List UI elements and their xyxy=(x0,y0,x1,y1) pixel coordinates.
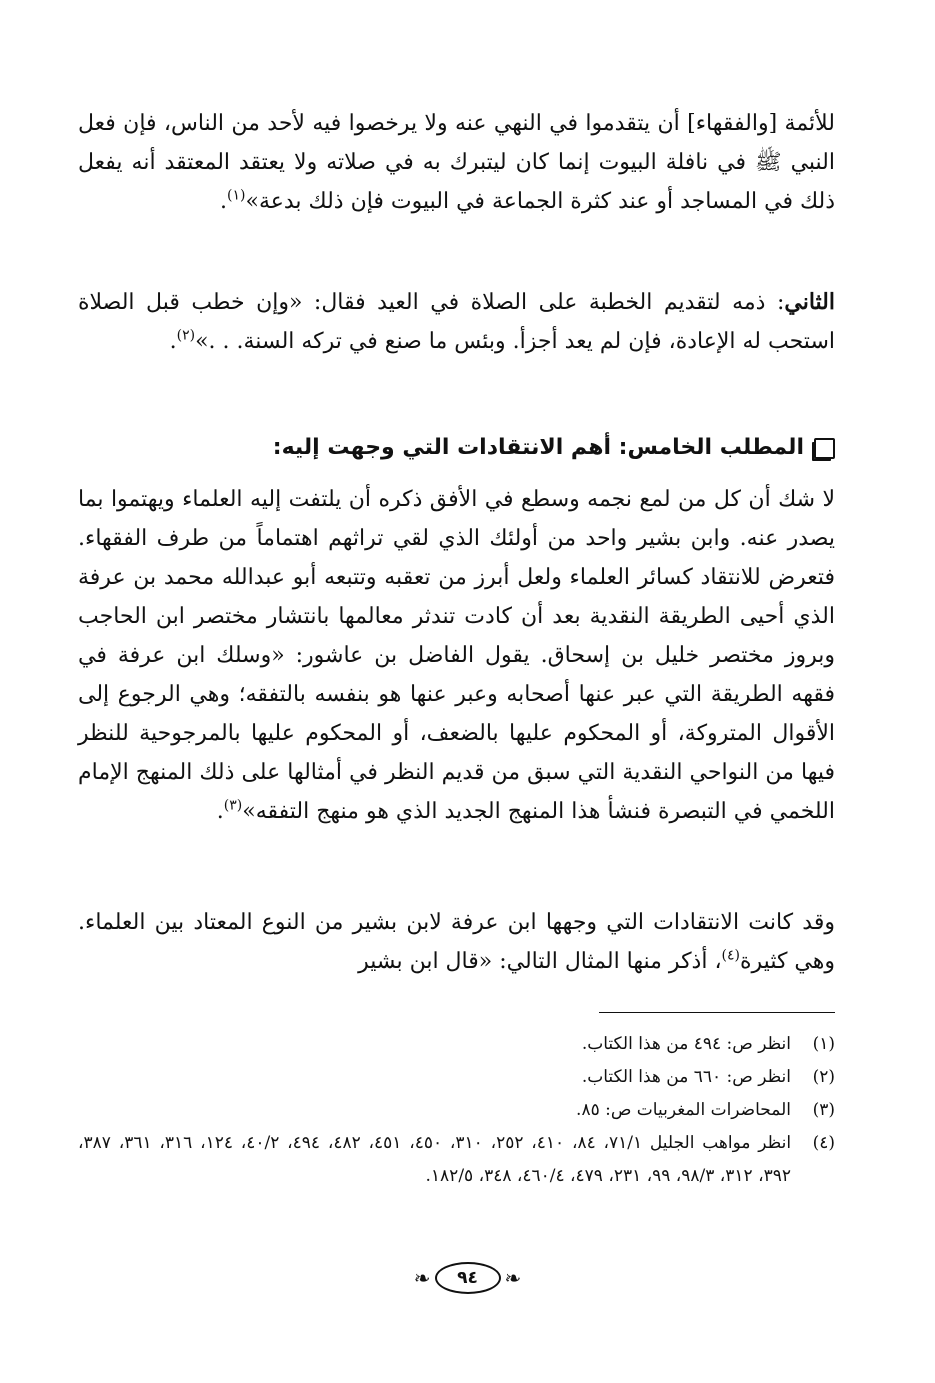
ornament-right-icon: ❧ xyxy=(504,1266,522,1290)
paragraph-1-text: للأئمة [والفقهاء] أن يتقدموا في النهي عنه ولا يرخصوا فيه لأحد من الناس، فإن فعل النبي ﷺ في نافلة البيوت إنما كان ليتبرك به في صلاته ولا يعتقد المعتقد أنه يفعل ذلك في المساجد أو عند كثرة الجماعة في البيوت فإن ذلك بدعة» xyxy=(78,111,835,214)
footnote-ref-4[interactable]: (٤) xyxy=(721,947,741,964)
footnote-number: (٤) xyxy=(812,1133,835,1153)
footnote-text: انظر ص: ٦٦٠ من هذا الكتاب. xyxy=(581,1067,791,1087)
footnote-item xyxy=(78,1028,835,1061)
paragraph-1 xyxy=(78,104,835,221)
footnote-divider xyxy=(599,1012,835,1013)
paragraph-4-text-before: وقد كانت الانتقادات التي وجهها ابن عرفة لابن بشير من النوع المعتاد بين العلماء. وهي كثيرة xyxy=(78,910,835,974)
footnote-text: انظر مواهب الجليل ٧١/١، ٨٤، ٤١٠، ٢٥٢، ٣١٠، ٤٥٠، ٤٥١، ٤٨٢، ٤٩٤، ٤٠/٢، ١٢٤، ٣١٦، ٣٦١، ٣٨٧، ٣٩٢، ٣١٢، ٩٨/٣، ٩٩، ٢٣١، ٤٧٩، ٤٦٠/٤، ٣٤٨، ١٨٢/٥. xyxy=(78,1133,792,1186)
footnote-ref-1[interactable]: (١) xyxy=(227,187,246,204)
paragraph-4-text-after: ، أذكر منها المثال التالي: «قال ابن بشير xyxy=(358,949,722,974)
paragraph-2 xyxy=(78,283,835,361)
paragraph-3 xyxy=(78,480,835,831)
paragraph-2-lead: الثاني xyxy=(784,289,835,315)
paragraph-4 xyxy=(78,903,835,981)
section-heading xyxy=(78,430,835,466)
footnote-number: (١) xyxy=(812,1034,835,1054)
paragraph-3-end: . xyxy=(216,799,224,824)
footnote-item xyxy=(78,1061,835,1094)
footnote-text: انظر ص: ٤٩٤ من هذا الكتاب. xyxy=(581,1034,791,1054)
footnote-number: (٢) xyxy=(812,1067,835,1087)
footnote-item xyxy=(78,1094,835,1127)
square-bullet-icon xyxy=(814,438,835,459)
paragraph-3-text: لا شك أن كل من لمع نجمه وسطع في الأفق ذكره أن يلتفت إليه العلماء ويهتموا بما يصدر عنه. وابن بشير واحد من أولئك الذي لقي تراثهم اهتماماً من طرف الفقهاء. فتعرض للانتقاد كسائر العلماء ولعل أبرز من تعقبه وتتبعه أبو عبدالله محمد بن عرفة الذي أحيى الطريقة النقدية بعد أن كادت تندثر معالمها بانتشار مختصر ابن الحاجب وبروز مختصر خليل بن إسحاق. يقول الفاضل بن عاشور: «وسلك ابن عرفة في فقهه الطريقة التي عبر عنها أصحابه وعبر عنها هو بنفسه بالتفقه؛ وهي الرجوع إلى الأقوال المتروكة، أو المحكوم عليها بالضعف، أو المحكوم عليها بالمرجوحية للنظر فيها من النواحي النقدية التي سبق من قديم النظر في أمثالها على ذلك المنهج الإمام اللخمي في التبصرة فنشأ هذا المنهج الجديد الذي هو منهج التفقه» xyxy=(78,487,835,824)
section-heading-text: المطلب الخامس: أهم الانتقادات التي وجهت إليه: xyxy=(272,435,804,460)
page-number-badge xyxy=(0,1258,935,1298)
ornament-left-icon: ❧ xyxy=(413,1266,431,1290)
paragraph-2-end: . xyxy=(169,329,177,354)
paragraph-2-text: : ذمه لتقديم الخطبة على الصلاة في العيد فقال: «وإن خطب قبل الصلاة استحب له الإعادة، فإن لم يعد أجزأ. وبئس ما صنع في تركه السنة. . .» xyxy=(78,290,835,354)
footnote-ref-3[interactable]: (٣) xyxy=(223,797,243,814)
page-number: ٩٤ xyxy=(435,1262,501,1294)
paragraph-1-end: . xyxy=(220,189,228,214)
footnotes xyxy=(78,1028,835,1193)
footnote-ref-2[interactable]: (٢) xyxy=(176,327,196,344)
footnote-number: (٣) xyxy=(812,1100,835,1120)
footnote-text: المحاضرات المغربيات ص: ٨٥. xyxy=(576,1100,791,1120)
footnote-item xyxy=(78,1127,835,1193)
